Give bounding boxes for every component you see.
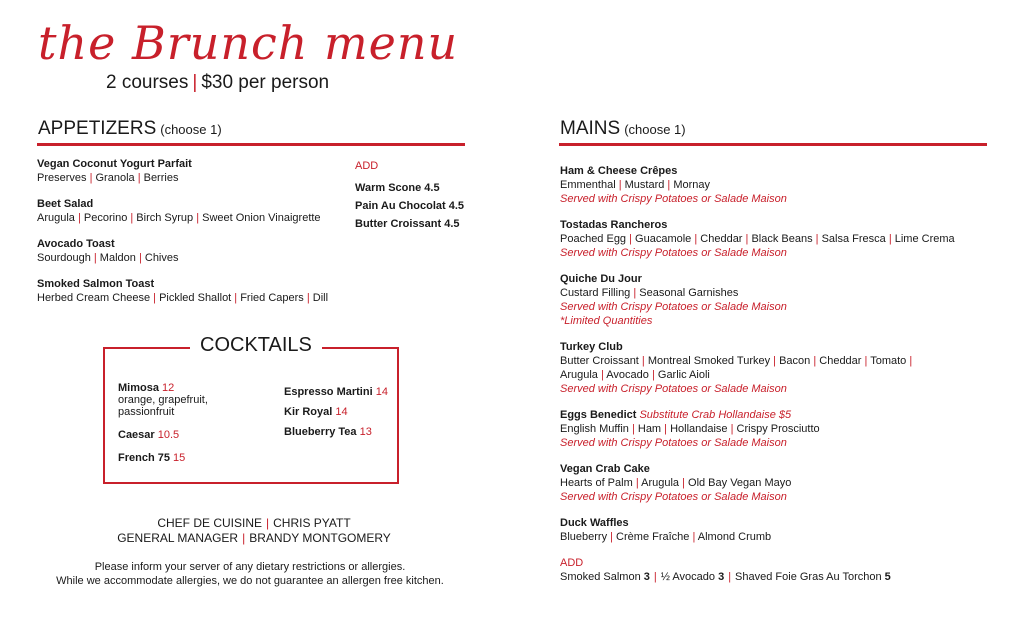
add-item: Pain Au Chocolat 4.5 [355,200,465,212]
main-desc: Custard Filling | Seasonal Garnishes [560,287,739,299]
separator: | [89,172,93,184]
limited-note: *Limited Quantities [560,315,653,327]
separator: | [635,477,639,489]
allergy-notes [35,560,465,588]
cocktails-left-list [118,382,258,475]
cocktail-item [118,382,258,418]
appetizer-add-list [355,157,464,233]
separator: | [618,179,622,191]
separator: | [600,369,604,381]
main-name: Tostadas Rancheros [560,219,668,231]
separator: | [306,292,310,304]
appetizer-name: Smoked Salmon Toast [37,278,155,290]
separator: | [153,292,157,304]
staff-credits [104,516,404,546]
cocktail-price: 13 [359,426,372,438]
price-text: $30 per person [201,72,330,93]
cocktail-desc: orange, grapefruit, passionfruit [118,394,208,418]
main-upgrade: Substitute Crab Hollandaise $5 [639,409,792,421]
separator: | [138,252,142,264]
appetizer-desc: Herbed Cream Cheese | Pickled Shallot | Fried Capers | Dill [37,292,329,304]
mains-list [560,164,990,584]
main-name: Quiche Du Jour [560,273,642,285]
manager-name: BRANDY MONTGOMERY [249,531,391,545]
main-desc: Emmenthal | Mustard | Mornay [560,179,711,191]
separator: | [664,423,668,435]
add-item-name: Smoked Salmon [560,571,641,583]
separator: | [633,287,637,299]
mains-choose-note: (choose 1) [624,122,686,137]
cocktail-price: 14 [375,386,388,398]
cocktail-item [284,402,394,422]
separator: | [815,233,819,245]
menu-subtitle [106,72,329,94]
separator: | [242,531,246,545]
add-label: ADD [560,557,584,569]
main-served-with: Served with Crispy Potatoes or Salade Maison [560,193,787,205]
separator: | [234,292,238,304]
mains-heading [560,118,686,140]
separator: | [93,252,97,264]
cocktail-name: French 75 [118,452,170,464]
separator: | [728,571,732,583]
separator: | [773,355,777,367]
main-desc: English Muffin | Ham | Hollandaise | Crispy Prosciutto [560,423,820,435]
cocktail-name: Mimosa [118,382,159,394]
appetizer-item [37,277,347,305]
appetizer-desc: Arugula | Pecorino | Birch Syrup | Sweet Onion Vinaigrette [37,212,321,224]
appetizer-name: Beet Salad [37,198,94,210]
main-item [560,218,990,260]
add-item-price: 3 [718,571,725,583]
cocktail-name: Espresso Martini [284,386,373,398]
appetizers-list [37,157,347,317]
menu-title: the Brunch menu [38,16,459,70]
add-label: ADD [355,160,379,172]
separator: | [692,531,696,543]
main-name: Ham & Cheese Crêpes [560,165,678,177]
separator: | [137,172,141,184]
cocktail-item [284,382,394,402]
chef-role: CHEF DE CUISINE [157,516,262,530]
allergy-note-line: Please inform your server of any dietary restrictions or allergies. [94,561,406,573]
subtitle-separator: | [192,72,198,93]
mains-divider [559,143,987,146]
cocktail-price: 10.5 [157,429,180,441]
separator: | [745,233,749,245]
main-name: Eggs Benedict [560,409,637,421]
add-item-name: ½ Avocado [660,571,715,583]
main-item [560,340,990,396]
cocktails-right-list [284,382,394,442]
appetizer-name: Avocado Toast [37,238,115,250]
separator: | [730,423,734,435]
separator: | [667,179,671,191]
mains-add-items [560,570,990,584]
appetizers-choose-note: (choose 1) [160,122,222,137]
main-desc: Butter Croissant | Montreal Smoked Turkey | Bacon | Cheddar | Tomato | [560,355,913,367]
main-name: Duck Waffles [560,517,629,529]
main-desc: Poached Egg | Guacamole | Cheddar | Black Beans | Salsa Fresca | Lime Crema [560,233,955,245]
add-item-price: 3 [643,571,650,583]
appetizer-item [37,197,347,225]
cocktail-item [118,452,258,464]
cocktail-name: Blueberry Tea [284,426,357,438]
appetizers-heading [38,118,222,140]
courses-text: 2 courses [106,72,189,93]
add-item: Butter Croissant 4.5 [355,218,460,230]
add-item: Warm Scone 4.5 [355,182,440,194]
main-served-with: Served with Crispy Potatoes or Salade Maison [560,247,787,259]
separator: | [610,531,613,543]
manager-role: GENERAL MANAGER [117,531,239,545]
chef-name: CHRIS PYATT [273,516,351,530]
main-name: Turkey Club [560,341,623,353]
appetizer-item [37,157,347,185]
separator: | [694,233,698,245]
main-desc: Hearts of Palm | Arugula | Old Bay Vegan Mayo [560,477,792,489]
appetizer-desc: Sourdough | Maldon | Chives [37,252,179,264]
separator: | [77,212,81,224]
main-name: Vegan Crab Cake [560,463,650,475]
separator: | [682,477,685,489]
appetizer-item [37,237,347,265]
allergy-note-line: While we accommodate allergies, we do not guarantee an allergen free kitchen. [56,575,444,587]
cocktail-item [118,429,258,441]
separator: | [641,355,645,367]
main-served-with: Served with Crispy Potatoes or Salade Maison [560,383,787,395]
main-item [560,408,990,450]
cocktail-price: 14 [335,406,348,418]
separator: | [909,355,913,367]
add-item-price: 5 [884,571,891,583]
main-served-with: Served with Crispy Potatoes or Salade Maison [560,491,787,503]
cocktail-price: 12 [162,382,175,394]
main-desc: Arugula | Avocado | Garlic Aioli [560,369,710,381]
main-item [560,516,990,544]
mains-add [560,556,990,584]
mains-title: MAINS [560,118,621,139]
separator: | [813,355,817,367]
cocktail-name: Caesar [118,429,155,441]
cocktails-title: COCKTAILS [190,334,322,357]
main-item [560,164,990,206]
main-item [560,462,990,504]
appetizer-name: Vegan Coconut Yogurt Parfait [37,158,192,170]
cocktail-name: Kir Royal [284,406,333,418]
separator: | [130,212,134,224]
add-item-name: Shaved Foie Gras Au Torchon [735,571,882,583]
main-served-with: Served with Crispy Potatoes or Salade Maison [560,301,787,313]
separator: | [266,516,270,530]
main-served-with: Served with Crispy Potatoes or Salade Maison [560,437,787,449]
main-desc: Blueberry | Crème Fraîche | Almond Crumb [560,531,772,543]
appetizers-divider [37,143,465,146]
separator: | [196,212,200,224]
cocktail-item [284,422,394,442]
appetizer-desc: Preserves | Granola | Berries [37,172,179,184]
main-item [560,272,990,328]
separator: | [629,233,632,245]
separator: | [888,233,892,245]
appetizers-title: APPETIZERS [38,118,157,139]
separator: | [864,355,868,367]
separator: | [653,571,657,583]
separator: | [631,423,635,435]
cocktail-price: 15 [173,452,186,464]
separator: | [651,369,655,381]
